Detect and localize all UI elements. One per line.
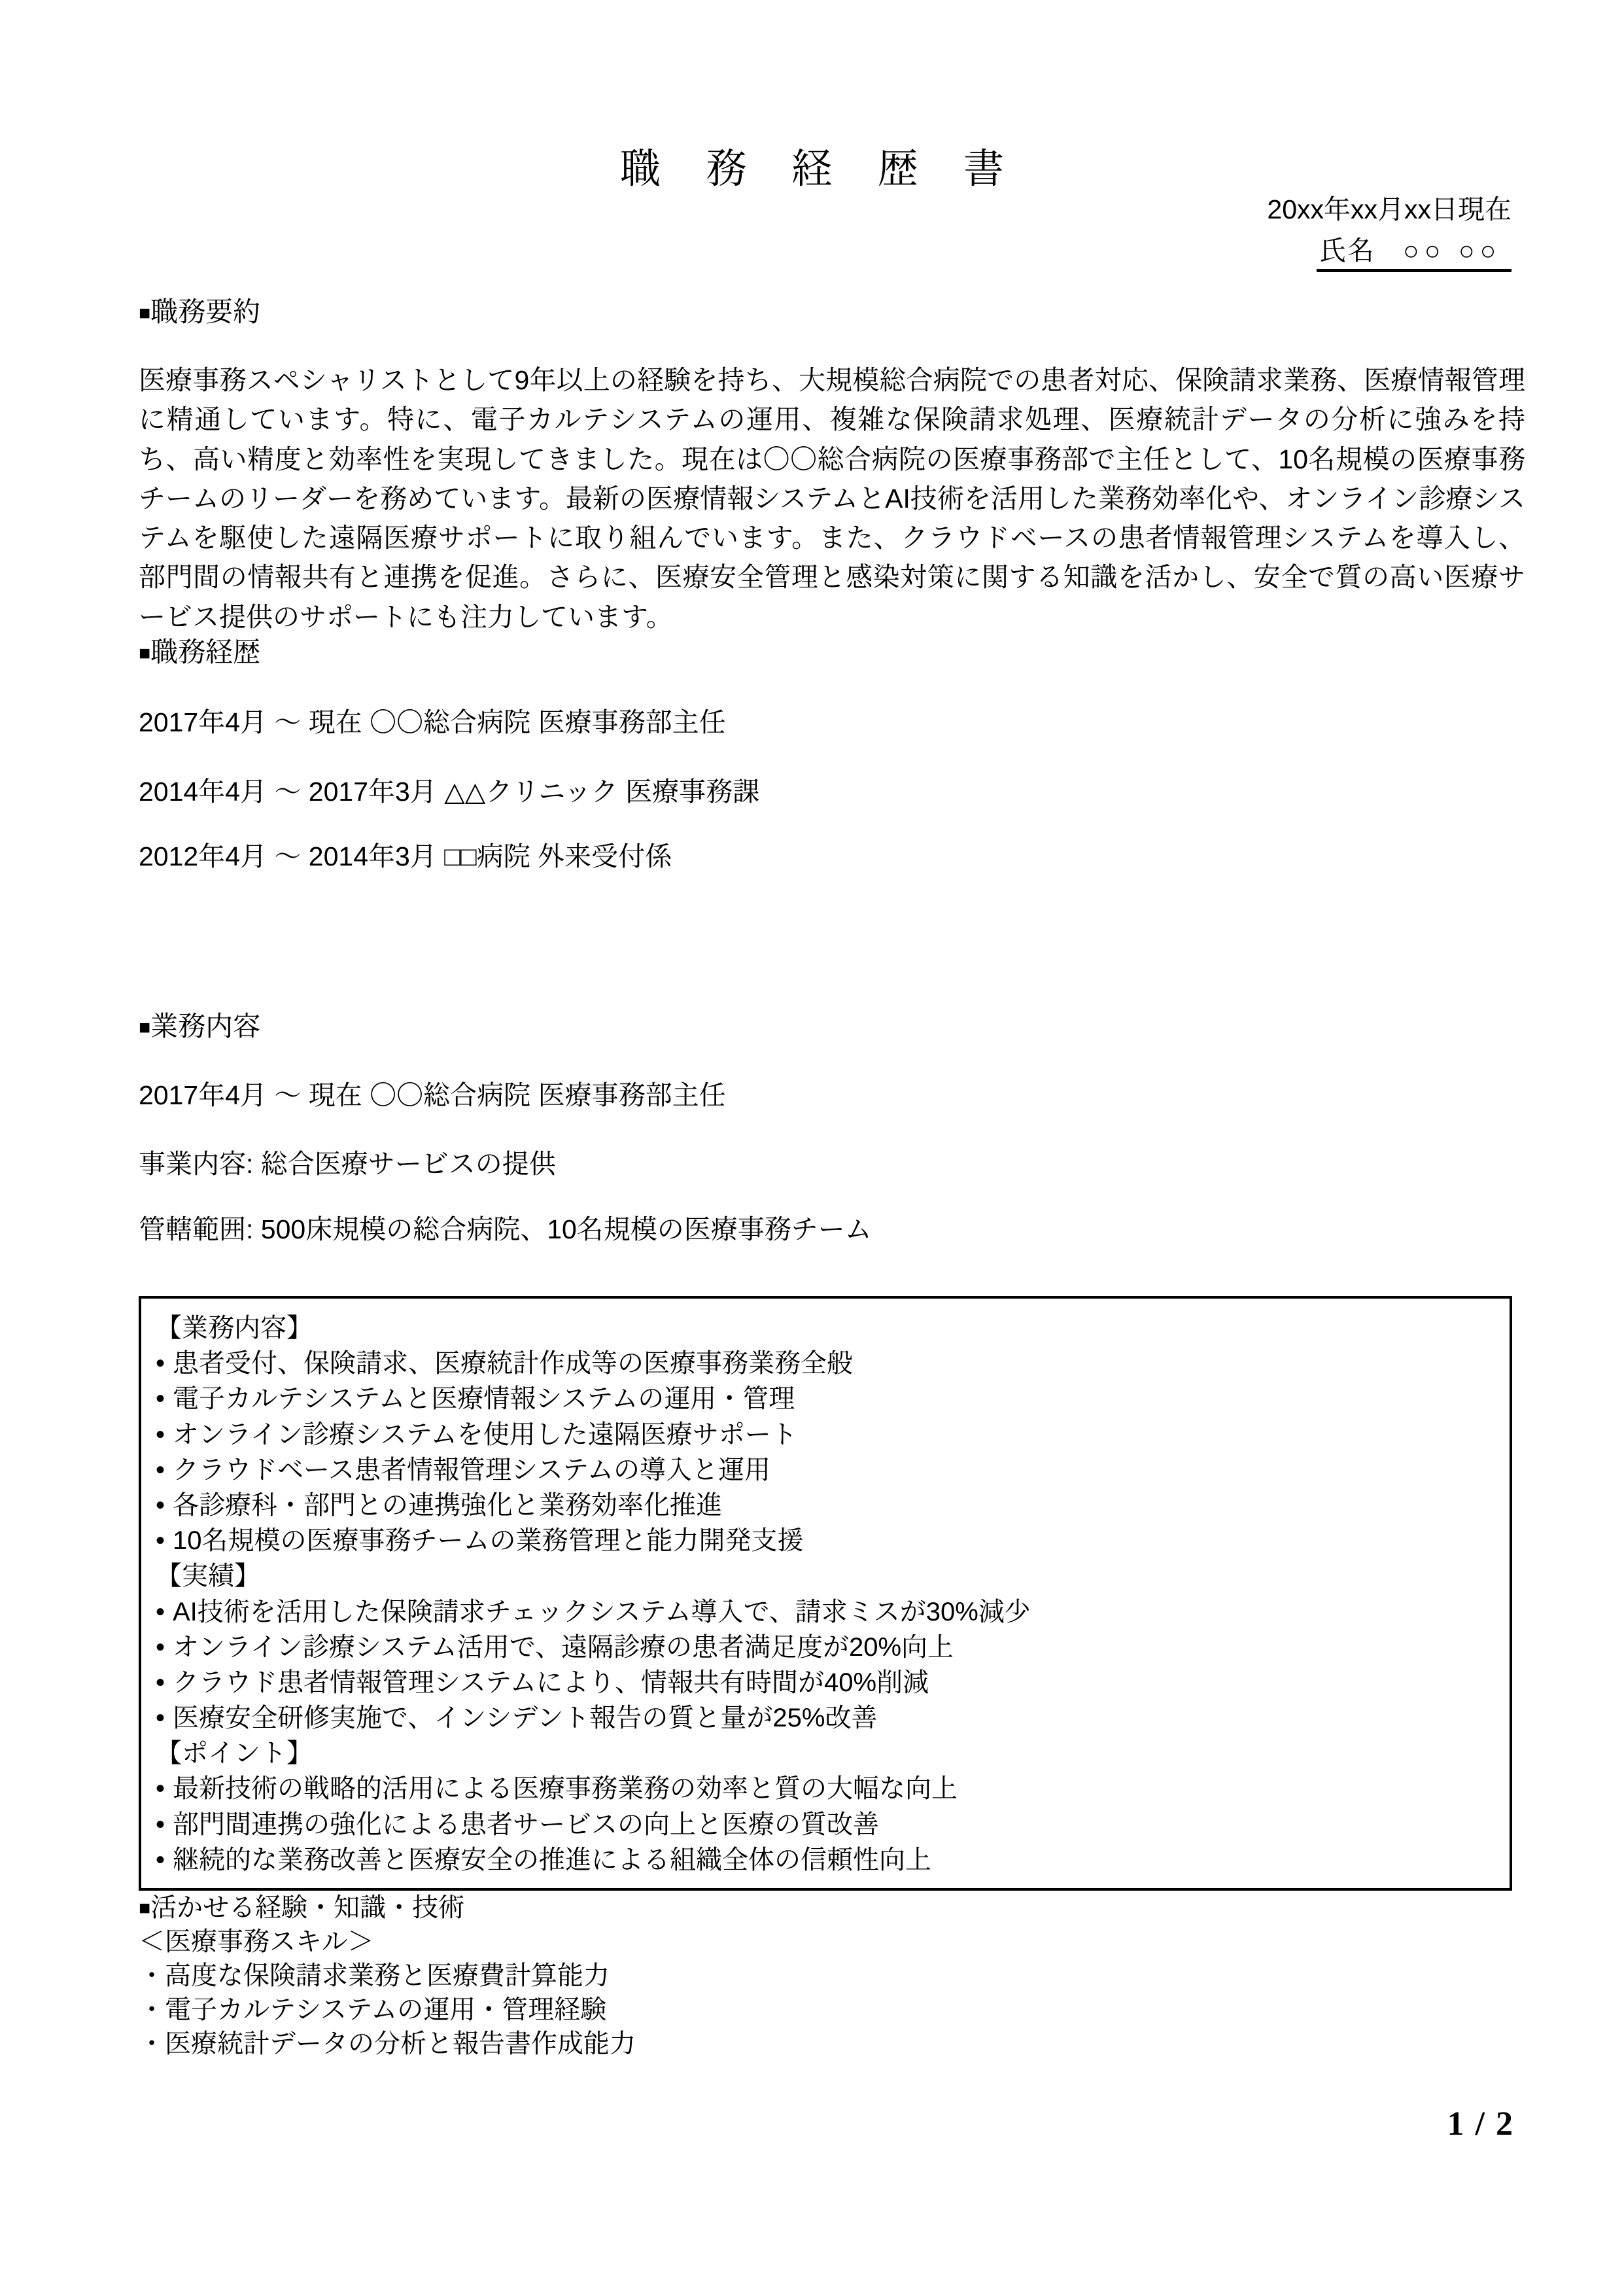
box-list-item	[156, 1452, 1496, 1488]
box-list-item-label: クラウド患者情報管理システムにより、情報共有時間が40%削減	[173, 1668, 929, 1697]
bullet-icon: •	[156, 1490, 165, 1520]
summary-body: 医療事務スペシャリストとして9年以上の経験を持ち、大規模総合病院での患者対応、保険請求業務、医療情報管理に精通しています。特に、電子カルテシステムの運用、複雑な保険請求処理、医療統計データの分析に強みを持ち、高い精度と効率性を実現してきました。現在は〇〇総合病院の医療事務部で主任として、10名規模の医療事務チームのリーダーを務めています。最新の医療情報システムとAI技術を活用した業務効率化や、オンライン診療システムを駆使した遠隔医療サポートに取り組んでいます。また、クラウドベースの患者情報管理システムを導入し、部門間の情報共有と連携を促進。さらに、医療安全管理と感染対策に関する知識を活かし、安全で質の高い医療サービス提供のサポートにも注力しています。	[139, 365, 1525, 632]
box-list-item-label: AI技術を活用した保険請求チェックシステム導入で、請求ミスが30%減少	[173, 1597, 1031, 1626]
box-group-title: 【実績】	[156, 1562, 260, 1591]
summary-heading-label: 職務要約	[150, 296, 261, 327]
career-entry: 2017年4月 ～ 現在 〇〇総合病院 医療事務部主任	[139, 707, 726, 737]
box-list-item	[156, 1523, 1496, 1558]
name-value: ○○ ○○	[1403, 236, 1502, 266]
box-list-item-label: 各診療科・部門との連携強化と業務効率化推進	[173, 1490, 722, 1520]
skills-subheading: ＜医療事務スキル＞	[139, 1927, 374, 1956]
duties-heading	[139, 1011, 1525, 1042]
skills-heading-label: 活かせる経験・知識・技術	[150, 1893, 465, 1922]
name-label: 氏名	[1319, 236, 1375, 266]
box-list-item-label: 部門間連携の強化による患者サービスの向上と医療の質改善	[173, 1810, 879, 1839]
box-group-title: 【業務内容】	[156, 1314, 313, 1342]
bullet-icon: •	[156, 1384, 165, 1414]
box-list-item	[156, 1594, 1496, 1630]
duties-section	[139, 1011, 1525, 1042]
box-list-item	[156, 1488, 1496, 1523]
summary-body-wrap	[139, 360, 1525, 637]
bullet-icon: •	[156, 1349, 165, 1378]
box-group-title: 【ポイント】	[156, 1739, 313, 1768]
page-title: 職 務 経 歴 書	[620, 147, 1021, 192]
box-list-item	[156, 1842, 1496, 1878]
duties-detail-box	[139, 1296, 1512, 1891]
career-entry: 2012年4月 ～ 2014年3月 □□病院 外来受付係	[139, 841, 672, 871]
bullet-icon: •	[156, 1420, 165, 1449]
skills-section	[139, 1891, 1525, 2061]
bullet-icon: •	[156, 1597, 165, 1626]
duties-business: 事業内容: 総合医療サービスの提供	[139, 1149, 556, 1179]
skills-item: ・高度な保険請求業務と医療費計算能力	[139, 1961, 610, 1990]
bullet-icon: •	[156, 1704, 165, 1733]
box-list-item-label: 10名規模の医療事務チームの業務管理と能力開発支援	[173, 1526, 804, 1556]
square-bullet-icon: ■	[139, 302, 151, 324]
bullet-icon: •	[156, 1774, 165, 1804]
career-entry: 2014年4月 ～ 2017年3月 △△クリニック 医療事務課	[139, 777, 760, 807]
skills-item: ・電子カルテシステムの運用・管理経験	[139, 1995, 607, 2024]
box-list-item	[156, 1630, 1496, 1665]
box-list-item	[156, 1417, 1496, 1452]
box-list-item-label: 最新技術の戦略的活用による医療事務業務の効率と質の大幅な向上	[173, 1774, 958, 1804]
square-bullet-icon: ■	[139, 1897, 151, 1919]
box-list-item-label: オンライン診療システムを使用した遠隔医療サポート	[173, 1420, 797, 1449]
bullet-icon: •	[156, 1455, 165, 1484]
summary-section	[139, 296, 1525, 328]
career-heading	[139, 637, 1525, 668]
skills-heading	[139, 1891, 1525, 1925]
box-list-item	[156, 1665, 1496, 1700]
duties-period: 2017年4月 ～ 現在 〇〇総合病院 医療事務部主任	[139, 1080, 726, 1110]
name-field	[1317, 237, 1512, 272]
box-list-item-label: クラウドベース患者情報管理システムの導入と運用	[173, 1455, 770, 1484]
duties-scope: 管轄範囲: 500床規模の総合病院、10名規模の医療事務チーム	[139, 1214, 872, 1244]
bullet-icon: •	[156, 1668, 165, 1697]
square-bullet-icon: ■	[139, 642, 151, 664]
box-list-item-label: 電子カルテシステムと医療情報システムの運用・管理	[173, 1384, 795, 1414]
square-bullet-icon: ■	[139, 1017, 151, 1038]
box-list-item	[156, 1807, 1496, 1842]
box-list-item-label: オンライン診療システム活用で、遠隔診療の患者満足度が20%向上	[173, 1632, 954, 1662]
header-meta	[1258, 196, 1512, 272]
duties-heading-label: 業務内容	[150, 1011, 261, 1042]
box-list-item	[156, 1381, 1496, 1416]
bullet-icon: •	[156, 1810, 165, 1839]
bullet-icon: •	[156, 1632, 165, 1662]
box-list-item	[156, 1700, 1496, 1736]
page-number: 1 / 2	[1447, 2105, 1514, 2143]
bullet-icon: •	[156, 1526, 165, 1556]
career-section	[139, 637, 1525, 668]
career-heading-label: 職務経歴	[150, 637, 261, 667]
box-list-item	[156, 1771, 1496, 1806]
box-list-item-label: 継続的な業務改善と医療安全の推進による組織全体の信頼性向上	[173, 1845, 931, 1874]
box-list-item	[156, 1346, 1496, 1381]
current-date-label: 20xx年xx月xx日現在	[1267, 194, 1512, 224]
bullet-icon: •	[156, 1845, 165, 1874]
name-field-wrap	[1258, 237, 1512, 272]
box-list-item-label: 医療安全研修実施で、インシデント報告の質と量が25%改善	[173, 1704, 878, 1733]
skills-item: ・医療統計データの分析と報告書作成能力	[139, 2029, 636, 2058]
box-list-item-label: 患者受付、保険請求、医療統計作成等の医療事務業務全般	[173, 1349, 853, 1378]
summary-heading	[139, 296, 1525, 328]
